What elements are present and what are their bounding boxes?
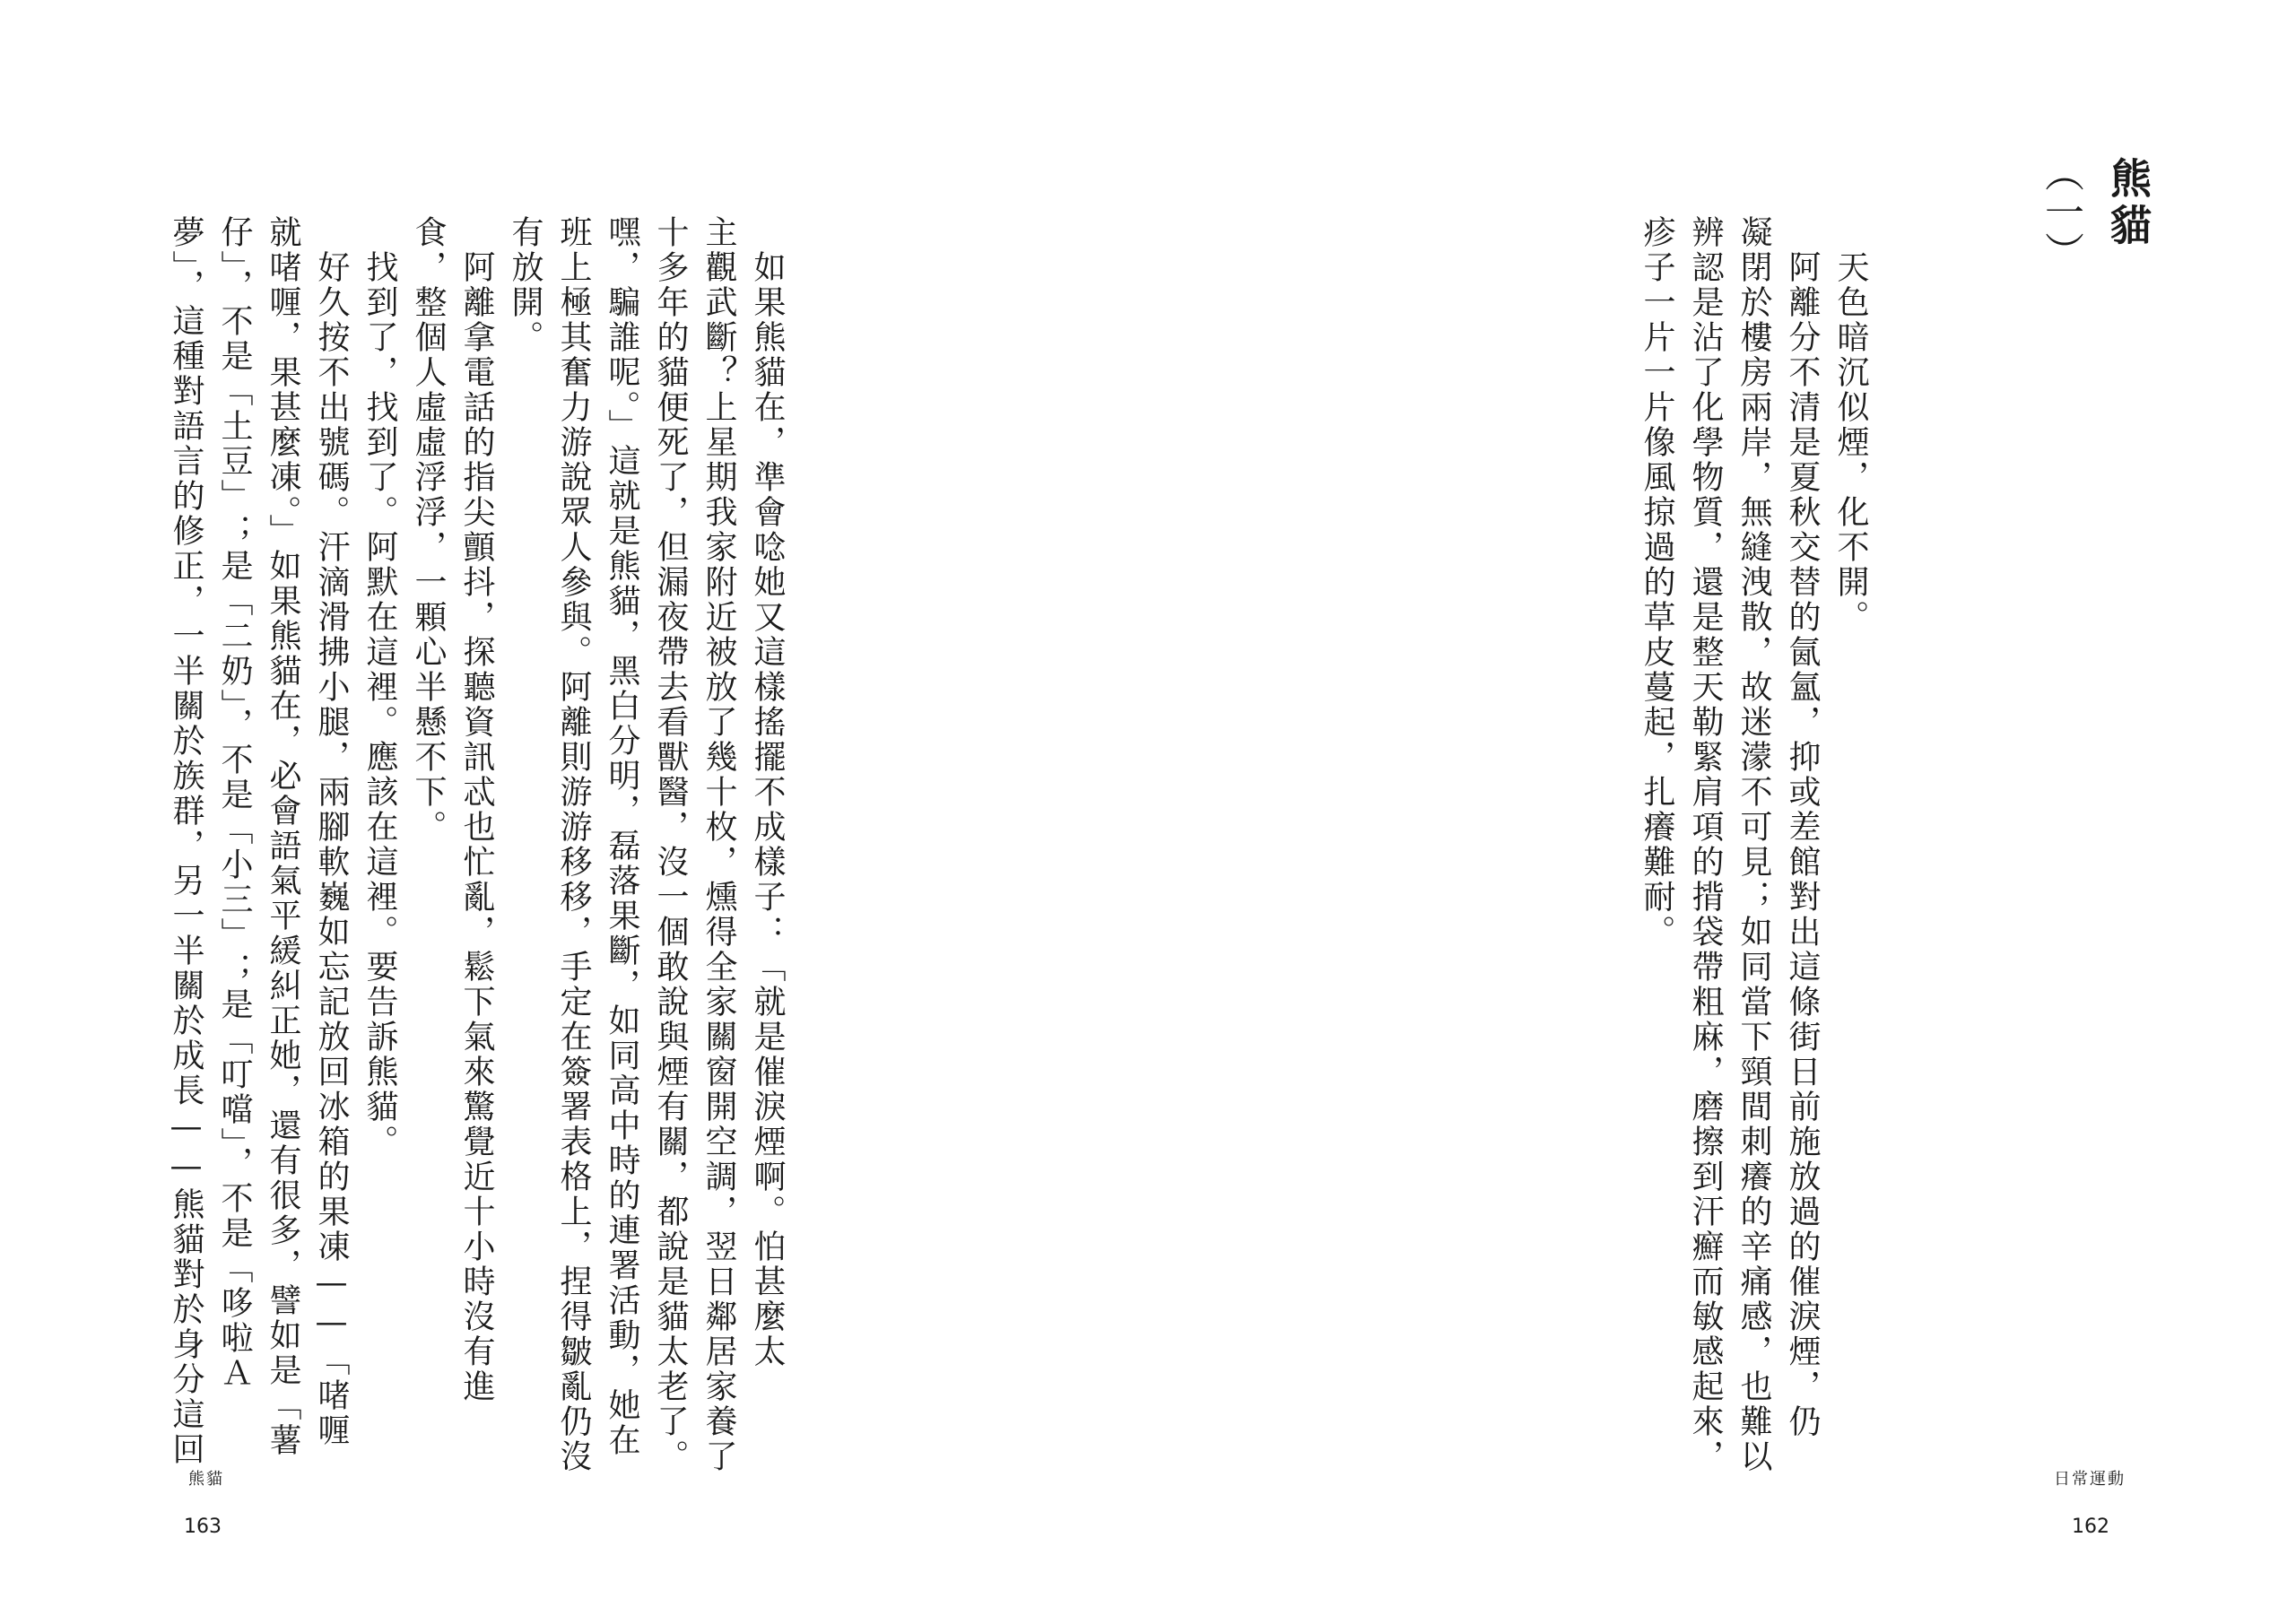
running-head: 日常運動 — [2054, 1470, 2126, 1489]
paragraph-line: 凝閉於樓房兩岸，無縫洩散，故迷濛不可見；如同當下頸間刺癢的辛痛感，也難以 — [1735, 215, 1772, 1474]
paragraph-line: 找到了，找到了。阿默在這裡。應該在這裡。要告訴熊貓。 — [361, 215, 398, 1160]
paragraph-line: 阿離拿電話的指尖顫抖，探聽資訊忒也忙亂，鬆下氣來驚覺近十小時沒有進 — [458, 215, 495, 1404]
page-number: 162 — [2072, 1516, 2109, 1538]
paragraph-line: 辨認是沾了化學物質，還是整天勒緊肩項的揹袋帶粗麻，磨擦到汗癬而敏感起來， — [1687, 215, 1724, 1474]
paragraph-line: 主觀武斷？上星期我家附近被放了幾十枚，燻得全家關窗開空調，翌日鄰居家養了 — [700, 215, 737, 1474]
paragraph-line: 如果熊貓在，準會唸她又這樣搖擺不成樣子：「就是催淚煙啊。怕甚麼太 — [749, 215, 786, 1369]
left-body-text — [161, 215, 791, 1474]
chapter-title: 熊貓 — [2104, 157, 2152, 250]
paragraph-line: 就啫喱，果甚麼凍。」如果熊貓在，必會語氣平緩糾正她，還有很多，譬如是「薯 — [265, 215, 301, 1458]
section-mark: （一） — [2038, 152, 2083, 271]
paragraph-line: 疹子一片一片像風掠過的草皮蔓起，扎癢難耐。 — [1639, 215, 1675, 950]
right-body-text — [1632, 215, 1874, 1474]
paragraph-line: 嘿，騙誰呢。」這就是熊貓，黑白分明，磊落果斷，如同高中時的連署活動，她在 — [604, 215, 640, 1458]
paragraph-line: 十多年的貓便死了，但漏夜帶去看獸醫，沒一個敢說與煙有關，都說是貓太老了。 — [652, 215, 689, 1474]
paragraph-line: 天色暗沉似煙，化不開。 — [1832, 215, 1869, 635]
paragraph-line: 班上極其奮力游說眾人參與。阿離則游游移移，手定在簽署表格上，捏得皺亂仍沒 — [555, 215, 592, 1474]
running-head: 熊貓 — [188, 1470, 224, 1489]
right-page — [1148, 0, 2296, 1607]
paragraph-line: 好久按不出號碼。汗滴滑拂小腿，兩腳軟巍如忘記放回冰箱的果凍——「啫喱 — [313, 215, 350, 1448]
paragraph-line: 仔」，不是「土豆」；是「二奶」，不是「小三」；是「叮噹」，不是「哆啦Ａ — [216, 215, 253, 1391]
paragraph-line: 阿離分不清是夏秋交替的氤氳，抑或差館對出這條街日前施放過的催淚煙，仍 — [1784, 215, 1821, 1439]
paragraph-line: 有放開。 — [507, 215, 544, 355]
page-number: 163 — [184, 1516, 222, 1538]
paragraph-line: 夢」，這種對語言的修正，一半關於族群，另一半關於成長——熊貓對於身分這回 — [168, 215, 204, 1467]
paragraph-line: 食，整個人虛虛浮浮，一顆心半懸不下。 — [410, 215, 447, 845]
